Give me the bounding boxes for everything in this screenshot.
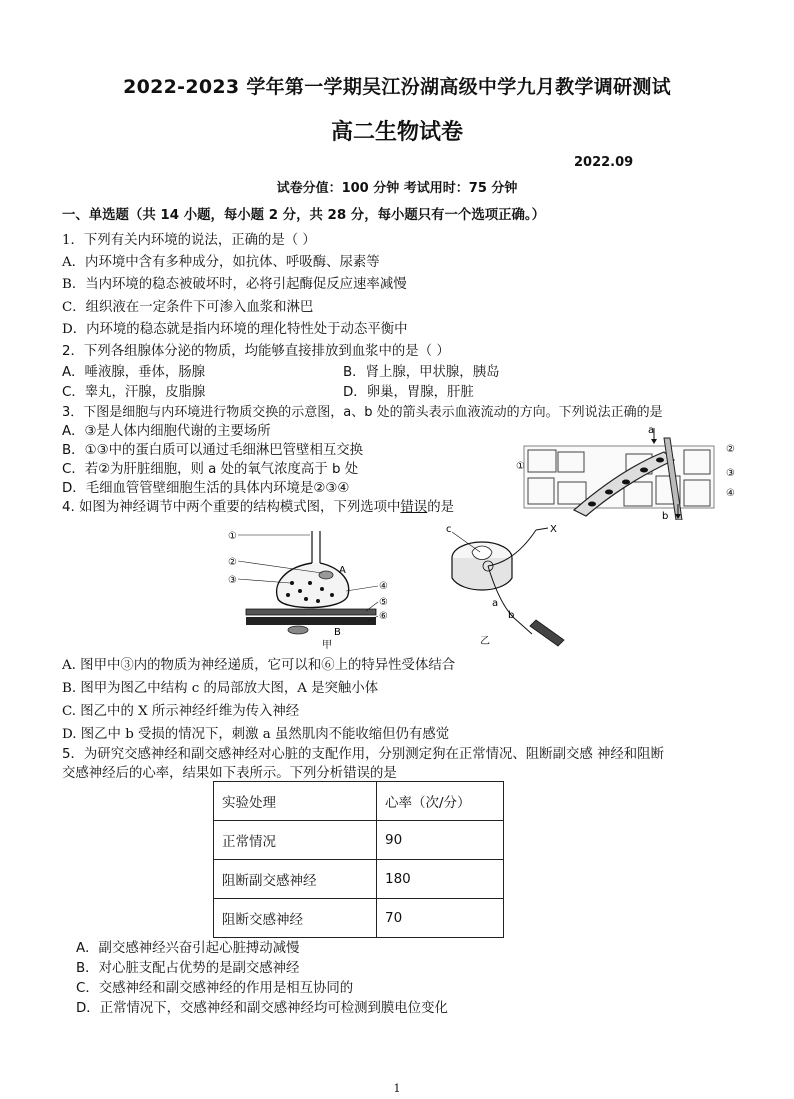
yi-label-X: X — [550, 524, 557, 535]
label-1: ① — [516, 461, 525, 472]
synaptic-cleft — [246, 609, 376, 615]
q2-option-c: C．睾丸，汗腺，皮脂腺 — [62, 385, 206, 400]
q5-stem-line2: 交感神经后的心率，结果如下表所示。下列分析错误的是 — [62, 766, 397, 781]
q5-option-b: B．对心脏支配占优势的是副交感神经 — [76, 961, 300, 976]
q5-stem-line1: 5．为研究交感神经和副交感神经对心脏的支配作用，分别测定狗在正常情况、阻断副交感 神经和阻断 — [62, 747, 664, 762]
q1-option-d: D．内环境的稳态就是指内环境的理化特性处于动态平衡中 — [62, 322, 408, 337]
q4-option-b: B. 图甲为图乙中结构 c 的局部放大图，A 是突触小体 — [62, 681, 379, 696]
q3-option-d: D．毛细血管管壁细胞生活的具体内环境是②③④ — [62, 481, 350, 496]
q1-option-a: A．内环境中含有多种成分，如抗体、呼吸酶、尿素等 — [62, 255, 380, 270]
q4-option-a: A. 图甲中③内的物质为神经递质，它可以和⑥上的特异性受体结合 — [62, 658, 456, 673]
table-cell: 70 — [377, 899, 504, 938]
exam-subtitle: 高二生物试卷 — [330, 120, 463, 145]
q4-stem-emphasis: 错误 — [400, 500, 428, 515]
synapse-diagram-jia — [226, 525, 396, 649]
yi-label-a: a — [492, 598, 499, 609]
q1-option-c: C．组织液在一定条件下可渗入血浆和淋巴 — [62, 300, 314, 315]
q1-option-b: B．当内环境的稳态被破坏时，必将引起酶促反应速率减慢 — [62, 277, 407, 292]
q3-tissue-diagram — [514, 424, 746, 520]
table-cell: 90 — [377, 821, 504, 860]
jia-label-3: ③ — [228, 575, 237, 586]
synaptic-knob — [277, 563, 349, 608]
table-cell: 阻断副交感神经 — [214, 860, 377, 899]
jia-label-2: ② — [228, 557, 237, 568]
label-b: b — [662, 511, 669, 520]
q4-stem: 4. 如图为神经调节中两个重要的结构模式图，下列选项中错误的是 — [62, 500, 454, 515]
q1-stem: 1．下列有关内环境的说法，正确的是（ ） — [62, 233, 316, 248]
section-heading: 一、单选题（共 14 小题，每小题 2 分，共 28 分，每小题只有一个选项正确。） — [62, 208, 545, 223]
yi-label-b: b — [508, 610, 515, 621]
spinal-cord-body — [452, 558, 512, 590]
jia-label-1: ① — [228, 531, 237, 542]
label-3: ③ — [726, 468, 735, 479]
table-cell: 阻断交感神经 — [214, 899, 377, 938]
q3-option-a: A．③是人体内细胞代谢的主要场所 — [62, 424, 271, 439]
yi-caption: 乙 — [480, 636, 490, 647]
jia-label-4: ④ — [379, 581, 388, 592]
q2-option-b: B．肾上腺，甲状腺，胰岛 — [343, 365, 500, 380]
mitochondrion — [319, 571, 333, 579]
q5-option-c: C．交感神经和副交感神经的作用是相互协同的 — [76, 981, 354, 996]
exam-date: 2022.09 — [574, 155, 634, 170]
q5-option-a: A．副交感神经兴奋引起心脏搏动减慢 — [76, 941, 300, 956]
q3-stem: 3．下图是细胞与内环境进行物质交换的示意图，a、b 处的箭头表示血液流动的方向。下列说法正确的是 — [62, 405, 663, 420]
jia-label-A: A — [339, 565, 346, 576]
jia-caption: 甲 — [322, 640, 332, 649]
q3-option-b: B．①③中的蛋白质可以通过毛细淋巴管壁相互交换 — [62, 443, 364, 458]
label-2: ② — [726, 444, 735, 455]
reflex-arc-diagram-yi — [432, 522, 582, 650]
q5-option-d: D．正常情况下，交感神经和副交感神经均可检测到膜电位变化 — [76, 1001, 448, 1016]
table-row — [214, 860, 504, 899]
jia-label-B: B — [334, 627, 341, 638]
table-header-row — [214, 782, 504, 821]
q4-option-d: D. 图乙中 b 受损的情况下，刺激 a 虽然肌肉不能收缩但仍有感觉 — [62, 727, 450, 742]
muscle-effector — [530, 620, 564, 646]
exam-title: 2022-2023 学年第一学期吴江汾湖高级中学九月教学调研测试 — [123, 76, 671, 98]
jia-label-5: ⑤ — [379, 597, 388, 608]
table-row — [214, 899, 504, 938]
heart-rate-table — [213, 781, 504, 938]
label-4: ④ — [726, 488, 735, 499]
q2-stem: 2．下列各组腺体分泌的物质，均能够直接排放到血浆中的是（ ） — [62, 344, 450, 359]
table-header-cell: 实验处理 — [214, 782, 377, 821]
q2-option-a: A．唾液腺，垂体，肠腺 — [62, 365, 206, 380]
jia-label-6: ⑥ — [379, 611, 388, 622]
yi-label-c: c — [446, 524, 452, 535]
q4-option-c: C. 图乙中的 X 所示神经纤维为传入神经 — [62, 704, 300, 719]
table-header-cell: 心率（次/分） — [377, 782, 504, 821]
label-a: a — [648, 425, 655, 436]
exam-meta: 试卷分值：100 分钟 考试用时：75 分钟 — [276, 181, 518, 196]
table-row — [214, 821, 504, 860]
page-number: 1 — [393, 1082, 401, 1095]
table-cell: 180 — [377, 860, 504, 899]
table-cell: 正常情况 — [214, 821, 377, 860]
q2-option-d: D．卵巢，胃腺，肝脏 — [343, 385, 474, 400]
postsynaptic-membrane — [246, 617, 376, 625]
q3-option-c: C．若②为肝脏细胞，则 a 处的氧气浓度高于 b 处 — [62, 462, 359, 477]
